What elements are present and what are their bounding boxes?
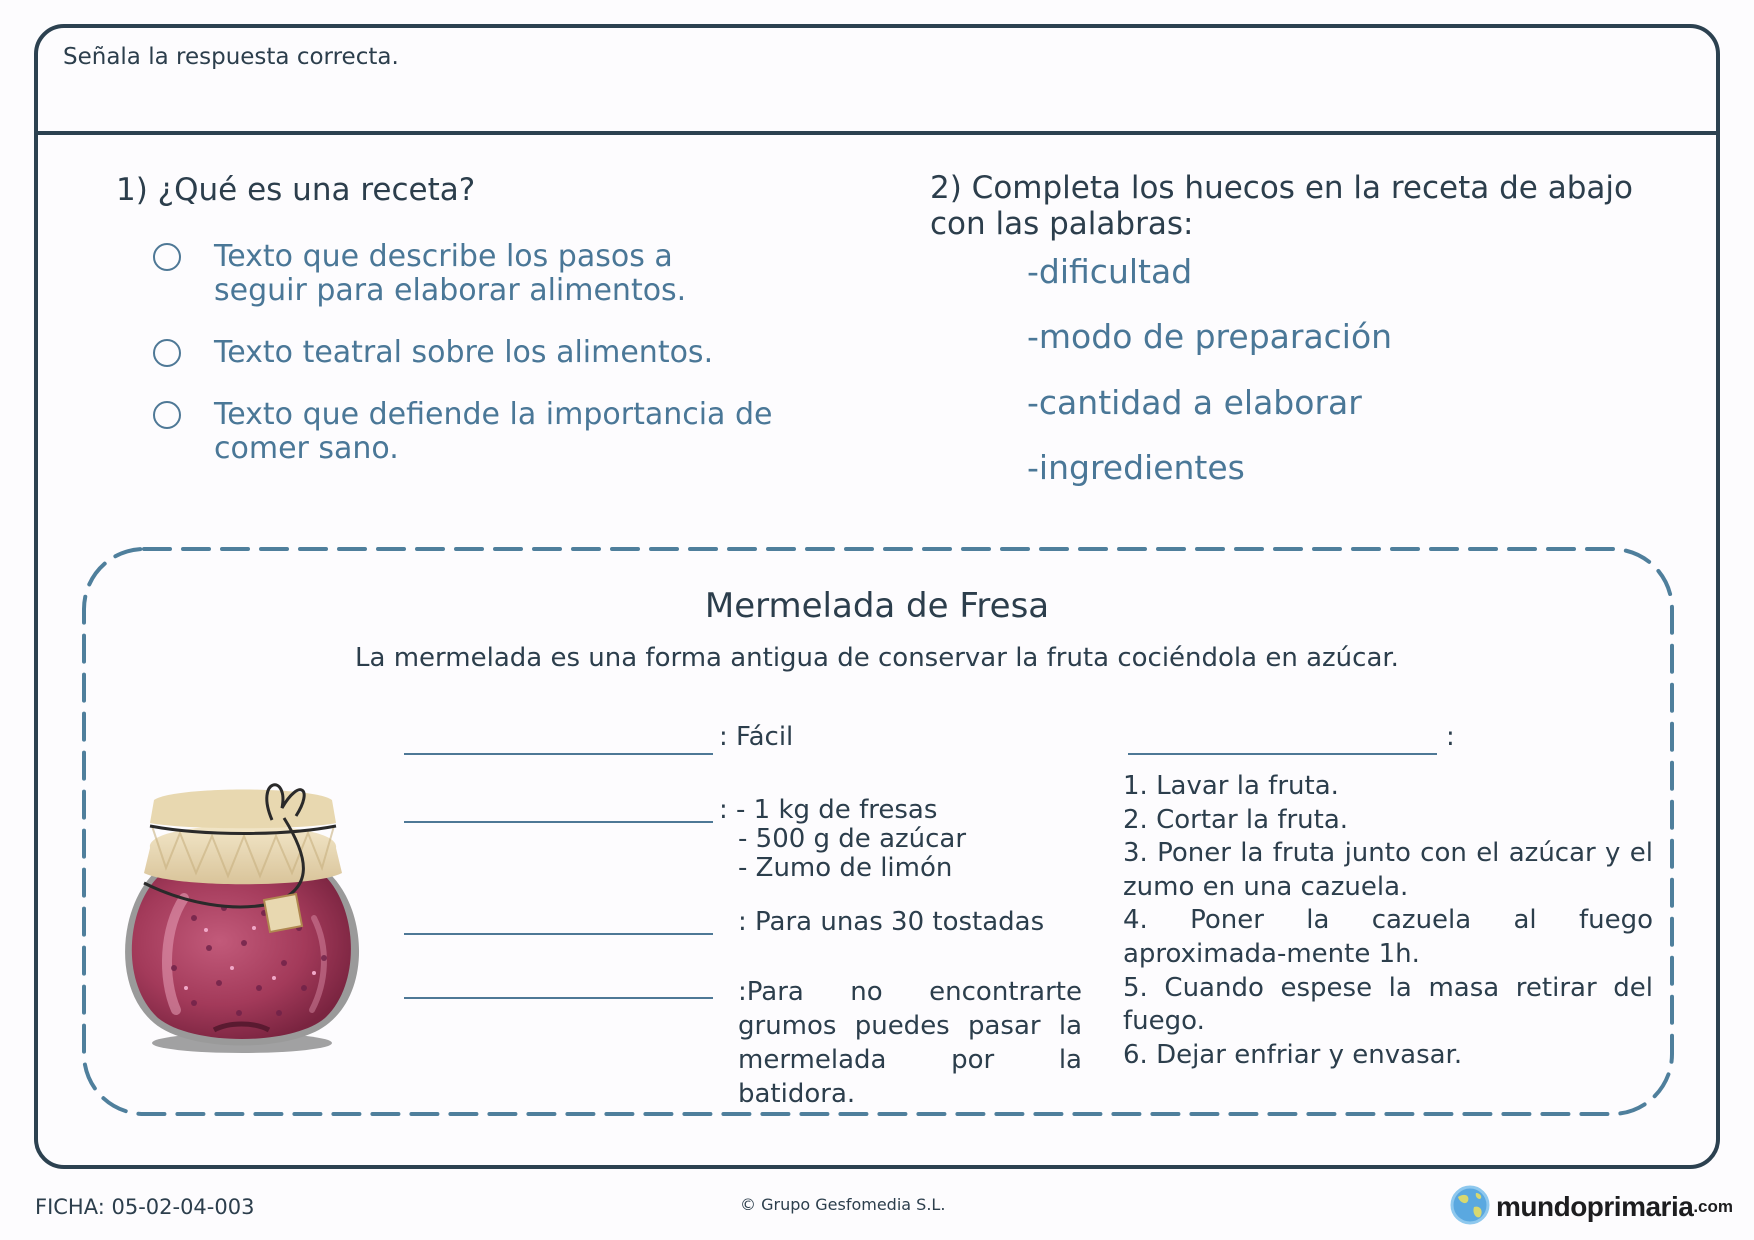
globe-icon [1450,1185,1490,1229]
question-1-title: 1) ¿Qué es una receta? [116,172,476,208]
step-5: 5. Cuando espese la masa retirar del fuego. [1123,972,1653,1037]
question-1-option-3[interactable] [153,398,774,466]
step-1: 1. Lavar la fruta. [1123,771,1339,801]
recipe-title: Mermelada de Fresa [704,586,1050,626]
question-1-option-2[interactable] [153,336,774,370]
word-option-ingredientes: -ingredientes [1027,448,1245,487]
instruction-text: Señala la respuesta correcta. [63,44,399,70]
ingredient-3: - Zumo de limón [738,853,953,883]
step-4: 4. Poner la cazuela al fuego aproximada-mente 1h. [1123,905,1653,969]
jam-jar-image [114,778,372,1062]
header-divider [34,131,1720,135]
radio-button[interactable] [153,401,181,429]
preparation-colon: : [1446,722,1455,752]
ficha-code: FICHA: 05-02-04-003 [35,1195,255,1219]
word-option-modo-preparacion: -modo de preparación [1027,317,1393,356]
logo-text: mundoprimaria [1496,1191,1694,1222]
blank-tip[interactable] [404,997,713,999]
blank-preparation[interactable] [1128,753,1437,755]
step-3: 3. Poner la fruta junto con el azúcar y el zumo en una cazuela. [1123,838,1653,902]
blank-ingredients[interactable] [404,821,713,823]
word-option-cantidad: -cantidad a elaborar [1027,383,1362,422]
question-2-title-line-2: con las palabras: [930,206,1194,242]
step-2: 2. Cortar la fruta. [1123,804,1349,835]
blank-difficulty[interactable] [404,753,713,755]
radio-button[interactable] [153,243,181,271]
blank-quantity[interactable] [404,933,713,935]
option-label: Texto que defiende la importancia de comer sano. [214,397,773,466]
ingredient-1: : - 1 kg de fresas [719,795,938,825]
mundoprimaria-logo[interactable] [1450,1185,1733,1229]
question-2-title-line-1: 2) Completa los huecos en la receta de abajo [930,170,1633,206]
radio-button[interactable] [153,339,181,367]
ingredient-2: - 500 g de azúcar [738,824,967,854]
word-option-dificultad: -dificultad [1027,252,1193,291]
copyright: © Grupo Gesfomedia S.L. [740,1195,946,1214]
difficulty-value: : Fácil [719,722,794,752]
question-1-option-1[interactable] [153,240,774,308]
option-label: Texto teatral sobre los alimentos. [214,335,714,370]
option-label: Texto que describe los pasos a seguir para elaborar alimentos. [214,239,687,308]
steps-list [1123,770,1653,1072]
quantity-value: : Para unas 30 tostadas [738,907,1045,937]
recipe-intro: La mermelada es una forma antigua de conservar la fruta cociéndola en azúcar. [355,643,1399,673]
logo-suffix: .com [1693,1197,1733,1216]
tip-text: :Para no encontrarte grumos puedes pasar la mermelada por la batidora. [738,977,1082,1109]
step-6: 6. Dejar enfriar y envasar. [1123,1039,1463,1070]
